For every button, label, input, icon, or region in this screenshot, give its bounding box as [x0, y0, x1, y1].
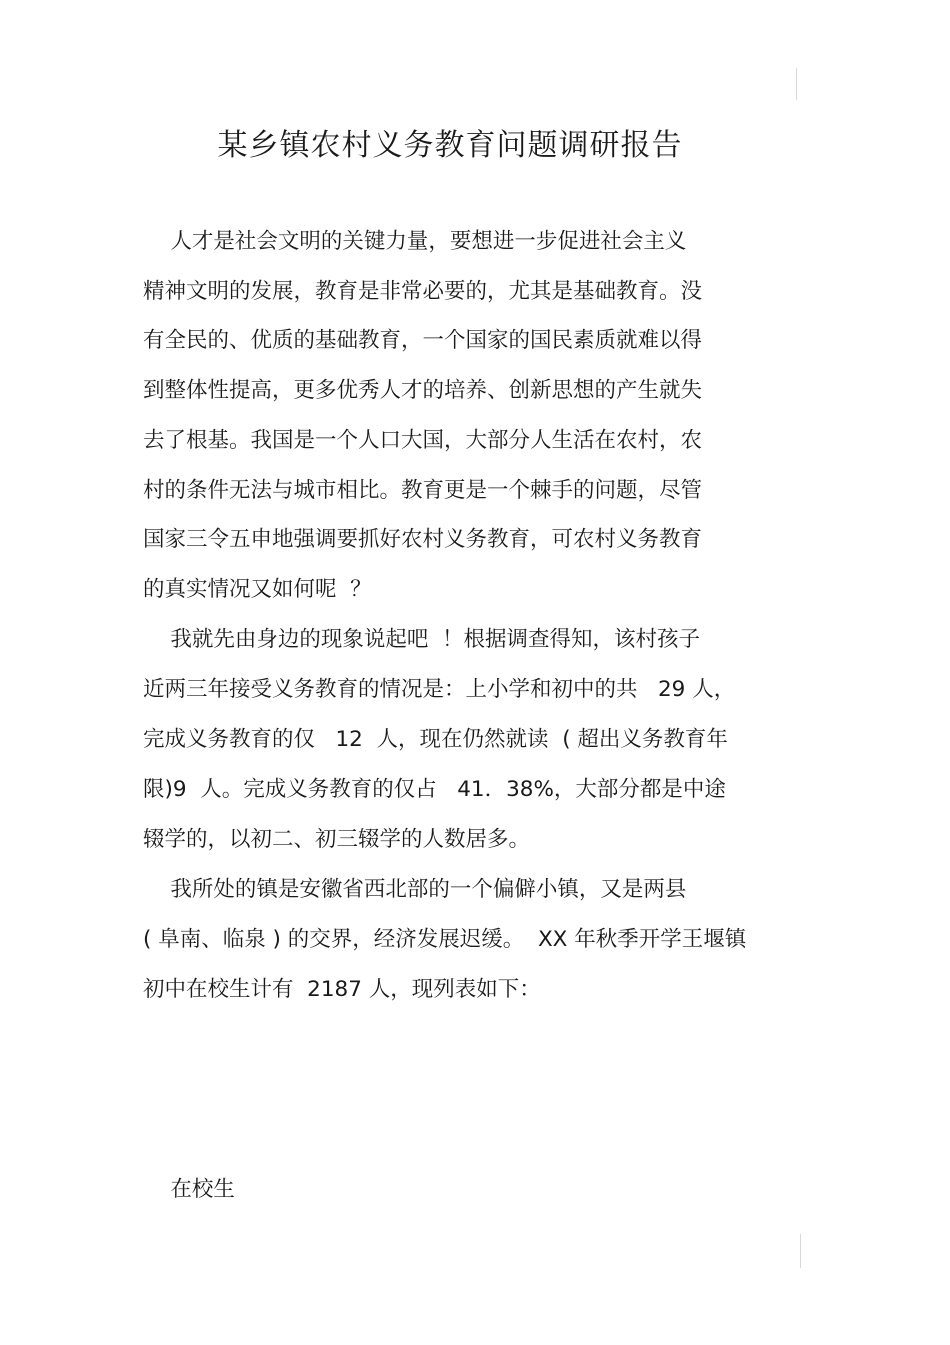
paragraph-2-line-1: 我就先由身边的现象说起吧 ！根据调查得知，该村孩子	[143, 627, 701, 652]
paragraph-1-line-8: 的真实情况又如何呢 ？	[143, 577, 372, 602]
document-title: 某乡镇农村义务教育问题调研报告	[217, 128, 683, 163]
paragraph-2-line-3: 完成义务教育的仅 12 人，现在仍然就读 ( 超出义务教育年	[143, 727, 728, 752]
paragraph-2-line-2: 近两三年接受义务教育的情况是：上小学和初中的共 29 人，	[143, 677, 736, 702]
paragraph-3-line-1: 我所处的镇是安徽省西北部的一个偏僻小镇，又是两县	[143, 877, 687, 902]
paragraph-1-line-7: 国家三令五申地强调要抓好农村义务教育，可农村义务教育	[143, 527, 703, 552]
paragraph-1-line-2: 精神文明的发展，教育是非常必要的，尤其是基础教育。没	[143, 279, 703, 304]
table-caption-fragment: 在校生	[143, 1177, 235, 1202]
paragraph-1-line-3: 有全民的、优质的基础教育，一个国家的国民素质就难以得	[143, 328, 703, 353]
paragraph-1-line-5: 去了根基。我国是一个人口大国，大部分人生活在农村，农	[143, 428, 703, 453]
page-edge-mark-top	[796, 68, 797, 100]
paragraph-1-line-1: 人才是社会文明的关键力量，要想进一步促进社会主义	[143, 229, 687, 254]
paragraph-2-line-4: 限)9 人。完成义务教育的仅占 41．38%，大部分都是中途	[143, 777, 726, 802]
page-edge-mark-bottom	[800, 1234, 801, 1268]
paragraph-2-line-5: 辍学的，以初二、初三辍学的人数居多。	[143, 827, 531, 852]
paragraph-3-line-3: 初中在校生计有 2187 人，现列表如下：	[143, 977, 541, 1002]
paragraph-1-line-4: 到整体性提高，更多优秀人才的培养、创新思想的产生就失	[143, 378, 703, 403]
paragraph-1-line-6: 村的条件无法与城市相比。教育更是一个棘手的问题，尽管	[143, 478, 703, 503]
paragraph-3-line-2: ( 阜南、临泉 ) 的交界，经济发展迟缓。 XX 年秋季开学王堰镇	[143, 927, 747, 952]
